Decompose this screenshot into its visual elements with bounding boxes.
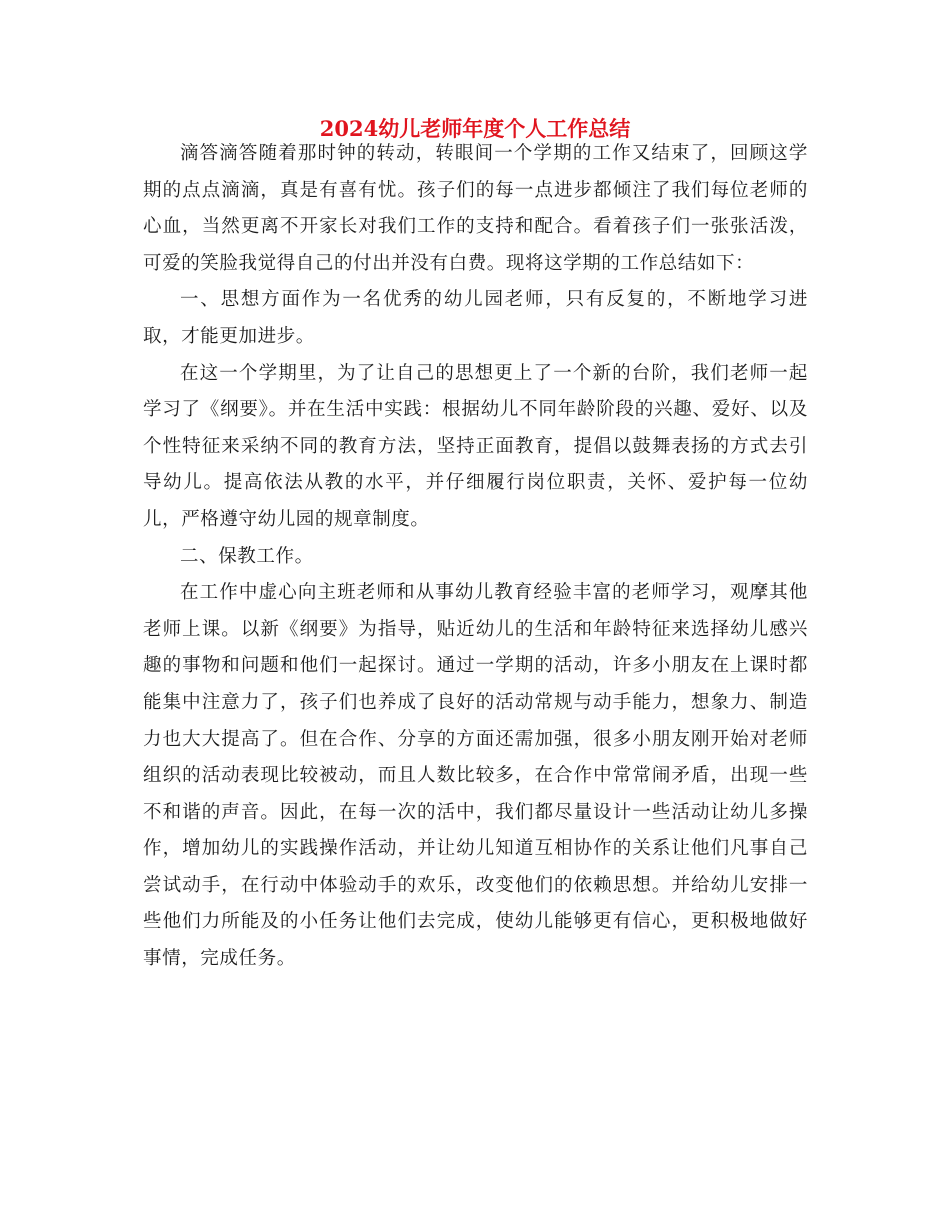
- paragraph-section-1-heading: 一、思想方面作为一名优秀的幼儿园老师，只有反复的，不断地学习进取，才能更加进步。: [143, 289, 808, 347]
- paragraph-intro: 滴答滴答随着那时钟的转动，转眼间一个学期的工作又结束了，回顾这学期的点点滴滴，真是有喜有忧。孩子们的每一点进步都倾注了我们每位老师的心血，当然更离不开家长对我们工作的支持和配合。看着孩子们一张张活泼，可爱的笑脸我觉得自己的付出并没有白费。现将这学期的工作总结如下：: [143, 143, 808, 274]
- document-title: 2024幼儿老师年度个人工作总结: [319, 116, 631, 141]
- paragraph-section-1-body: 在这一个学期里，为了让自己的思想更上了一个新的台阶，我们老师一起学习了《纲要》。并在生活中实践：根据幼儿不同年龄阶段的兴趣、爱好、以及个性特征来采纳不同的教育方法，坚持正面教育，提倡以鼓舞表扬的方式去引导幼儿。提高依法从教的水平，并仔细履行岗位职责，关怀、爱护每一位幼儿，严格遵守幼儿园的规章制度。: [143, 362, 808, 530]
- document-body: [143, 136, 808, 978]
- paragraph-section-2-heading: 二、保教工作。: [180, 545, 314, 567]
- paragraph-section-2-body: 在工作中虚心向主班老师和从事幼儿教育经验丰富的老师学习，观摩其他老师上课。以新《纲要》为指导，贴近幼儿的生活和年龄特征来选择幼儿感兴趣的事物和问题和他们一起探讨。通过一学期的活动，许多小朋友在上课时都能集中注意力了，孩子们也养成了良好的活动常规与动手能力，想象力、制造力也大大提高了。但在合作、分享的方面还需加强，很多小朋友刚开始对老师组织的活动表现比较被动，而且人数比较多，在合作中常常闹矛盾，出现一些不和谐的声音。因此，在每一次的活中，我们都尽量设计一些活动让幼儿多操作，增加幼儿的实践操作活动，并让幼儿知道互相协作的关系让他们凡事自己尝试动手，在行动中体验动手的欢乐，改变他们的依赖思想。并给幼儿安排一些他们力所能及的小任务让他们去完成，使幼儿能够更有信心，更积极地做好事情，完成任务。: [143, 582, 808, 970]
